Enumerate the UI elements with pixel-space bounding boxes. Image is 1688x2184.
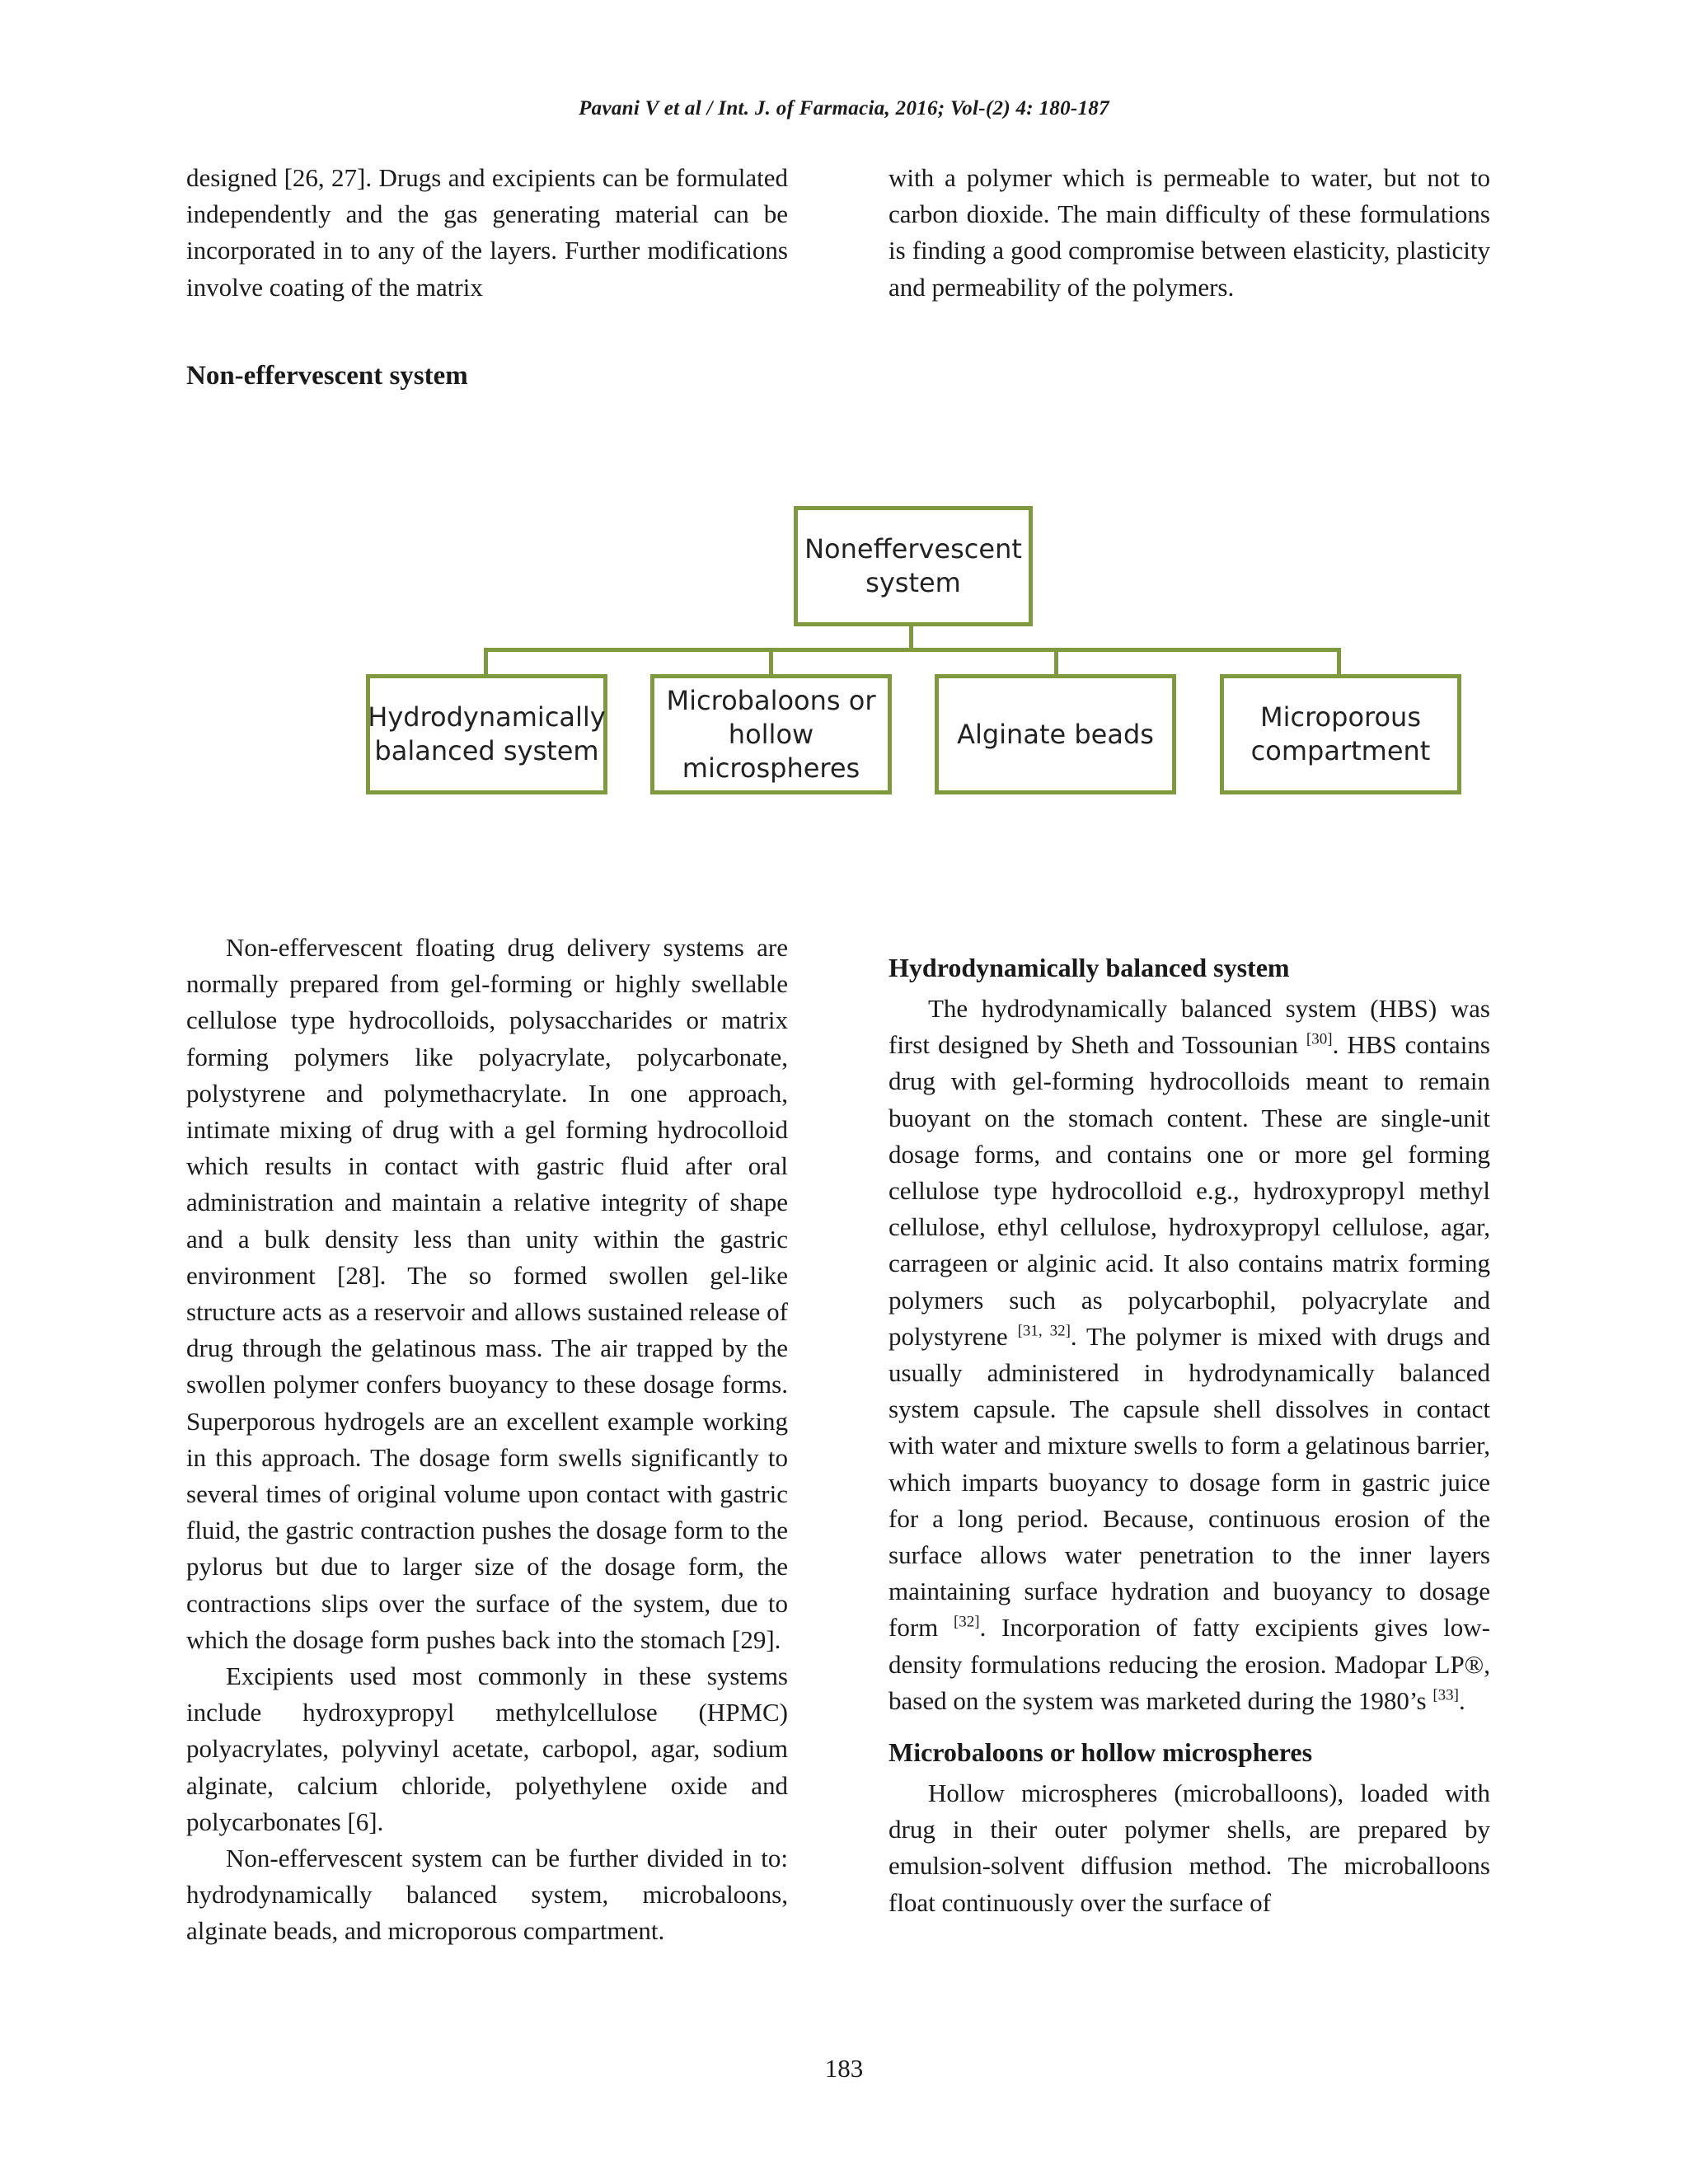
- diagram-child-node-microbaloons: Microbaloons or hollow microspheres: [650, 674, 892, 794]
- section-heading: Non-effervescent system: [186, 361, 468, 391]
- hbs-text-3: . The polymer is mixed with drugs and usually administered in hydrodynamically balanced system capsule. The capsule shell dissolves in contact with water and mixture swells to form a gelatinous barrier, which imparts buoyancy to dosage form in gastric juice for a long period. Because, continuous erosion of the surface allows water penetration to the inner layers maintaining surface hydration and buoyancy to dosage form: [889, 1321, 1490, 1643]
- page-number: 183: [824, 2054, 864, 2083]
- top-left-paragraph: designed [26, 27]. Drugs and excipients can be formulated independently and the gas generating material can be incorporated in to any of the layers. Further modifications involve coating of the matrix: [186, 163, 788, 302]
- citation-31-32: [31, 32]: [1017, 1322, 1071, 1340]
- hbs-text-2: . HBS contains drug with gel-forming hydrocolloids meant to remain buoyant on the stomach content. These are single-unit dosage forms, and contains one or more gel forming cellulose type hydrocolloid e.g., hydroxypropyl methyl cellulose, ethyl cellulose, hydroxypropyl cellulose, agar, carrageen or alginic acid. It also contains matrix forming polymers such as polycarbophil, polyacrylate and polystyrene: [889, 1030, 1490, 1351]
- microballoons-paragraph: Hollow microspheres (microballoons), loaded with drug in their outer polymer shells, are prepared by emulsion-solvent diffusion method. The microballoons float continuously over the surface of: [889, 1779, 1490, 1917]
- child-connector-2: [769, 648, 773, 676]
- hbs-heading: Hydrodynamically balanced system: [889, 953, 1290, 982]
- top-right-column: [889, 160, 1490, 306]
- diagram-root-node: Noneffervescent system: [794, 506, 1033, 626]
- root-stem-connector: [909, 625, 913, 649]
- hbs-text-5: .: [1459, 1685, 1465, 1715]
- hbs-paragraph: [889, 991, 1490, 1719]
- microballoons-heading: Microbaloons or hollow microspheres: [889, 1737, 1313, 1768]
- bottom-right-column: [889, 949, 1490, 1921]
- child-connector-3: [1054, 648, 1058, 676]
- child-connector-4: [1337, 648, 1341, 676]
- body-paragraph-2: Excipients used most commonly in these systems include hydroxypropyl methylcellulose (HPMC) polyacrylates, polyvinyl acetate, carbopol, agar, sodium alginate, calcium chloride, polyethylene oxide and polycarbonates [6].: [186, 1661, 788, 1836]
- hbs-text-1: The hydrodynamically balanced system (HBS) was first designed by Sheth and Tossounian: [889, 994, 1490, 1060]
- body-paragraph-1: Non-effervescent floating drug delivery systems are normally prepared from gel-forming or highly swellable cellulose type hydrocolloids, polysaccharides or matrix forming polymers like polyacrylate, polycarbonate, polystyrene and polymethacrylate. In one approach, intimate mixing of drug with a gel forming hydrocolloid which results in contact with gastric fluid after oral administration and maintain a relative integrity of shape and a bulk density less than unity within the gastric environment [28]. The so formed swollen gel-like structure acts as a reservoir and allows sustained release of drug through the gelatinous mass. The air trapped by the swollen polymer confers buoyancy to these dosage forms. Superporous hydrogels are an excellent example working in this approach. The dosage form swells significantly to several times of original volume upon contact with gastric fluid, the gastric contraction pushes the dosage form to the pylorus but due to larger size of the dosage form, the contractions slips over the surface of the system, due to which the dosage form pushes back into the stomach [29].: [186, 933, 788, 1654]
- diagram-child-node-microporous: Microporous compartment: [1220, 674, 1461, 794]
- bottom-left-column: [186, 930, 788, 1950]
- top-right-paragraph: with a polymer which is permeable to water, but not to carbon dioxide. The main difficulty of these formulations is finding a good compromise between elasticity, plasticity and permeability of the polymers.: [889, 163, 1490, 302]
- hbs-text-4: . Incorporation of fatty excipients gives low-density formulations reducing the erosion. Madopar LP®, based on the system was marketed during the 1980’s: [889, 1613, 1490, 1715]
- top-left-column: [186, 160, 788, 306]
- child-connector-1: [484, 648, 488, 676]
- citation-33: [33]: [1432, 1686, 1459, 1704]
- running-header: Pavani V et al / Int. J. of Farmacia, 2016; Vol-(2) 4: 180-187: [579, 97, 1109, 120]
- citation-30: [30]: [1306, 1030, 1333, 1048]
- body-paragraph-3: Non-effervescent system can be further divided in to: hydrodynamically balanced system, microbaloons, alginate beads, and microporous compartment.: [186, 1844, 788, 1946]
- citation-32: [32]: [953, 1614, 980, 1632]
- diagram-child-node-hydrodynamic: Hydrodynamically balanced system: [366, 674, 607, 794]
- diagram-child-node-alginate: Alginate beads: [935, 674, 1176, 794]
- horizontal-bus-connector: [484, 648, 1341, 652]
